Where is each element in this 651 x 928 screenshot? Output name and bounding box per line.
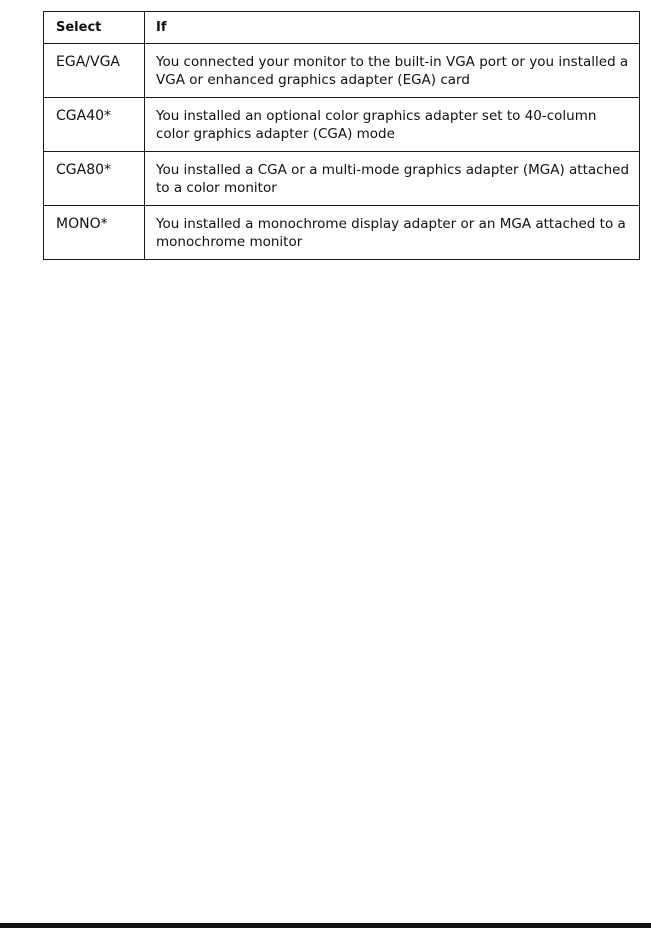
row-condition: You connected your monitor to the built-in VGA port or you installed a VGA or enhanced graphics adapter (EGA) card — [145, 44, 640, 98]
table-row — [44, 98, 640, 152]
page-bottom-rule — [0, 923, 651, 928]
row-select-value: EGA/VGA — [44, 44, 145, 98]
display-adapter-table — [43, 11, 640, 260]
row-condition: You installed a CGA or a multi-mode graphics adapter (MGA) attached to a color monitor — [145, 152, 640, 206]
header-select: Select — [44, 12, 145, 44]
row-select-value: CGA40* — [44, 98, 145, 152]
row-condition: You installed a monochrome display adapter or an MGA attached to a monochrome monitor — [145, 206, 640, 260]
header-if: If — [145, 12, 640, 44]
table-header-row — [44, 12, 640, 44]
table-row — [44, 44, 640, 98]
row-select-value: MONO* — [44, 206, 145, 260]
row-select-value: CGA80* — [44, 152, 145, 206]
row-condition: You installed an optional color graphics adapter set to 40-column color graphics adapter (CGA) mode — [145, 98, 640, 152]
table-row — [44, 206, 640, 260]
table-row — [44, 152, 640, 206]
